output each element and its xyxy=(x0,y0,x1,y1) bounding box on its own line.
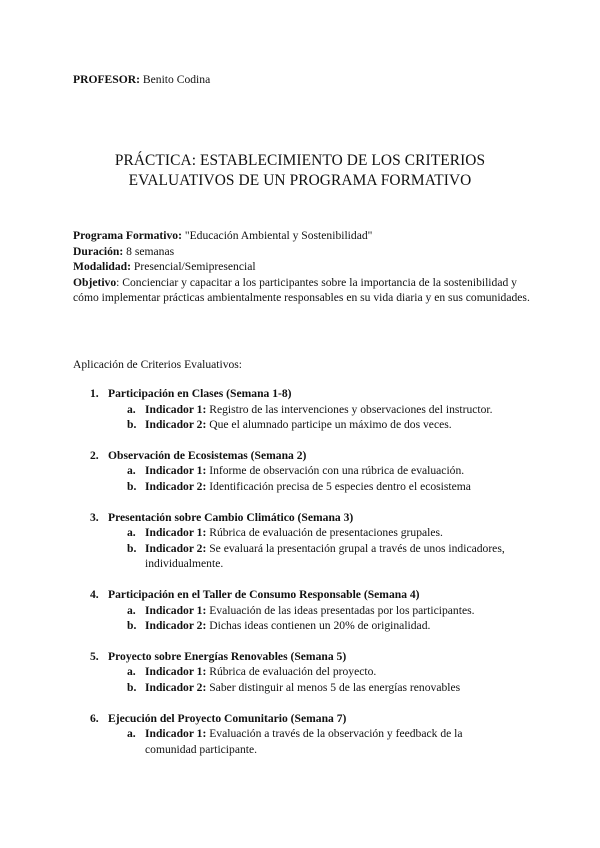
indicator-text: Se evaluará la presentación grupal a través de unos indicadores, individualmente. xyxy=(145,541,505,571)
professor-name: Benito Codina xyxy=(142,73,211,86)
indicator-letter: b. xyxy=(127,479,137,493)
title-line-1: PRÁCTICA: ESTABLECIMIENTO DE LOS CRITERIOS xyxy=(114,152,486,169)
criterion-number: 1. xyxy=(90,387,99,400)
program-info xyxy=(73,228,533,306)
criterion-title: Presentación sobre Cambio Climático (Semana 3) xyxy=(108,510,354,524)
indicator-item xyxy=(108,417,510,433)
criterion-item xyxy=(90,649,510,696)
indicator-letter: a. xyxy=(127,464,136,478)
indicator-label: Indicador 2: xyxy=(145,418,207,432)
program-value: "Educación Ambiental y Sostenibilidad" xyxy=(184,229,373,242)
indicator-text: Evaluación de las ideas presentadas por los participantes. xyxy=(209,603,475,617)
professor-label: PROFESOR: xyxy=(73,73,140,86)
indicator-text: Evaluación a través de la observación y feedback de la comunidad participante. xyxy=(145,727,463,756)
criterion-item xyxy=(90,510,510,572)
duration-label: Duración: xyxy=(73,244,124,258)
indicator-item xyxy=(108,479,510,495)
objective-value: : Concienciar y capacitar a los participantes sobre la importancia de la sostenibilidad y cómo implementar prácticas ambientalmente responsables en su vida diaria y en sus comunidades. xyxy=(73,275,530,305)
indicator-letter: b. xyxy=(127,619,137,633)
indicator-list xyxy=(108,463,510,494)
criterion-title: Observación de Ecosistemas (Semana 2) xyxy=(108,448,307,462)
indicator-label: Indicador 1: xyxy=(145,665,207,679)
indicator-text: Registro de las intervenciones y observaciones del instructor. xyxy=(209,402,493,416)
indicator-item xyxy=(108,618,510,634)
criterion-item xyxy=(90,711,510,758)
indicator-label: Indicador 1: xyxy=(145,526,207,540)
criterion-title: Participación en el Taller de Consumo Responsable (Semana 4) xyxy=(108,587,420,601)
criterion-number: 4. xyxy=(90,587,99,601)
indicator-text: Que el alumnado participe un máximo de dos veces. xyxy=(209,418,452,432)
criterion-item xyxy=(90,386,510,433)
indicator-text: Identificación precisa de 5 especies dentro el ecosistema xyxy=(209,479,471,493)
indicator-letter: b. xyxy=(127,418,137,432)
indicator-item xyxy=(108,726,510,757)
page-title xyxy=(40,151,560,191)
indicator-label: Indicador 1: xyxy=(145,727,207,741)
criterion-number: 3. xyxy=(90,510,99,524)
indicator-item xyxy=(108,541,510,572)
indicator-item xyxy=(108,525,510,541)
indicator-letter: b. xyxy=(127,680,137,694)
indicator-letter: a. xyxy=(127,665,136,679)
criteria-list xyxy=(90,386,510,772)
indicator-label: Indicador 1: xyxy=(145,603,207,617)
duration-value: 8 semanas xyxy=(126,244,175,258)
professor-line xyxy=(73,72,210,88)
duration-line xyxy=(73,244,533,260)
criterion-title: Ejecución del Proyecto Comunitario (Semana 7) xyxy=(108,711,347,725)
modality-value: Presencial/Semipresencial xyxy=(133,260,256,274)
modality-label: Modalidad: xyxy=(73,260,131,274)
indicator-text: Saber distinguir al menos 5 de las energías renovables xyxy=(209,680,461,694)
indicator-letter: a. xyxy=(127,526,136,540)
objective-label: Objetivo xyxy=(73,275,117,289)
indicator-text: Rúbrica de evaluación del proyecto. xyxy=(209,665,377,679)
indicator-list xyxy=(108,525,510,572)
objective-line xyxy=(73,275,533,306)
program-line xyxy=(73,228,533,244)
indicator-letter: a. xyxy=(127,603,136,617)
criterion-title: Proyecto sobre Energías Renovables (Semana 5) xyxy=(108,649,347,663)
indicator-list xyxy=(108,664,510,695)
indicator-list xyxy=(108,402,510,433)
indicator-text: Informe de observación con una rúbrica de evaluación. xyxy=(209,464,465,478)
indicator-label: Indicador 1: xyxy=(145,464,207,478)
indicator-item xyxy=(108,402,510,418)
criterion-number: 2. xyxy=(90,448,99,462)
indicator-item xyxy=(108,463,510,479)
criterion-number: 5. xyxy=(90,649,99,663)
indicator-text: Rúbrica de evaluación de presentaciones grupales. xyxy=(209,526,443,540)
indicator-label: Indicador 2: xyxy=(145,680,207,694)
criteria-intro: Aplicación de Criterios Evaluativos: xyxy=(73,358,243,371)
title-line-2: EVALUATIVOS DE UN PROGRAMA FORMATIVO xyxy=(128,172,472,189)
indicator-letter: b. xyxy=(127,541,137,555)
indicator-label: Indicador 2: xyxy=(145,619,207,633)
indicator-item xyxy=(108,680,510,696)
program-label: Programa Formativo: xyxy=(73,229,182,242)
indicator-letter: a. xyxy=(127,402,136,416)
criterion-number: 6. xyxy=(90,711,99,725)
criterion-title: Participación en Clases (Semana 1-8) xyxy=(108,387,292,400)
indicator-list xyxy=(108,726,510,757)
indicator-item xyxy=(108,664,510,680)
indicator-letter: a. xyxy=(127,727,136,741)
criterion-item xyxy=(90,448,510,495)
indicator-label: Indicador 2: xyxy=(145,541,207,555)
indicator-list xyxy=(108,603,510,634)
indicator-label: Indicador 1: xyxy=(145,402,207,416)
indicator-item xyxy=(108,603,510,619)
criterion-item xyxy=(90,587,510,634)
indicator-text: Dichas ideas contienen un 20% de originalidad. xyxy=(209,619,431,633)
indicator-label: Indicador 2: xyxy=(145,479,207,493)
modality-line xyxy=(73,259,533,275)
